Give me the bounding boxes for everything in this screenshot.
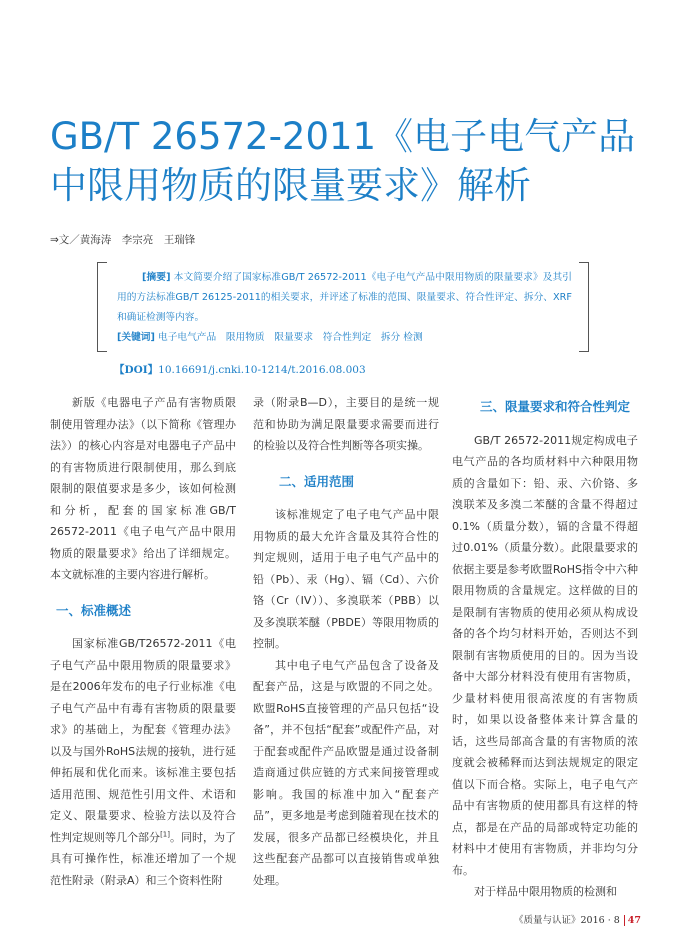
column-2	[253, 392, 439, 891]
section-heading-scope: 二、适用范围	[279, 473, 355, 489]
title-line-1: GB/T 26572-2011《电子电气产品	[50, 115, 636, 158]
paragraph	[50, 633, 236, 891]
keywords-label: [关键词]	[117, 332, 155, 343]
abstract-text	[117, 268, 572, 348]
title-line-2: 中限用物质的限量要求》解析	[50, 164, 531, 207]
abstract-label: [摘要]	[142, 272, 171, 283]
paragraph: 新版《电器电子产品有害物质限制使用管理办法》（以下简称《管理办法》）的核心内容是对电器电子产品中的有害物质进行限制使用，那么到底限制的限值要求是多少，该如何检测和分析，配套的国家标准GB/T 26572-2011《电子电气产品中限用物质的限量要求》给出了详细规定。本文就标准的主要内容进行解析。	[50, 396, 236, 581]
paragraph: 对于样品中限用物质的检测和	[474, 885, 617, 898]
paragraph: 该标准规定了电子电气产品中限用物质的最大允许含量及其符合性的判定规则，适用于电子电气产品中的铅（Pb）、汞（Hg）、镉（Cd）、六价铬（Cr（IV））、多溴联苯（PBB）以及多溴联苯醚（PBDE）等限用物质的控制。	[253, 508, 439, 650]
keywords-body: 电子电气产品 限用物质 限量要求 符合性判定 拆分 检测	[158, 332, 423, 343]
page-footer	[514, 912, 641, 926]
abstract-box	[97, 262, 589, 352]
article-title	[50, 112, 670, 210]
doi-label: 【DOI】	[114, 364, 159, 376]
section-heading-overview: 一、标准概述	[56, 602, 132, 618]
section-heading-limits: 三、限量要求和符合性判定	[480, 399, 631, 414]
paragraph: 其中电子电气产品包含了设备及配套产品，这是与欧盟的不同之处。欧盟RoHS直接管理的产品只包括“设备”，并不包括“配套”或配件产品，对于配套或配件产品欧盟是通过设备制造商通过供应链的方式来间接管理或影响。我国的标准中加入“配套产品”，更多地是考虑到随着现在技术的发展，很多产品都已经模块化，并且这些配套产品都可以直接销售或单独处理。	[253, 658, 439, 887]
right-bracket	[579, 262, 589, 352]
doi-value: 10.16691/j.cnki.10-1214/t.2016.08.003	[158, 364, 366, 376]
column-1	[50, 392, 236, 891]
citation-ref[interactable]: [1]	[160, 829, 170, 838]
doi-line	[114, 362, 366, 377]
left-bracket	[97, 262, 107, 352]
journal-issue: 《质量与认证》2016 · 8	[514, 915, 620, 926]
page-number: 47	[624, 915, 641, 926]
paragraph: 录（附录B—D），主要目的是统一规范和协助为满足限量要求需要而进行的检验以及符合性判断等各项实操。	[253, 396, 439, 452]
paragraph-text: 国家标准GB/T26572-2011《电子电气产品中限用物质的限量要求》是在2006年发布的电子行业标准《电子电气产品中有毒有害物质的限量要求》的基础上，为配套《管理办法》以及与国外RoHS法规的接轨，进行延伸拓展和优化而来。该标准主要包括适用范围、规范性引用文件、术语和定义、限量要求、检验方法以及符合性判定规则等几个部分	[50, 637, 236, 844]
abstract-body: 本文简要介绍了国家标准GB/T 26572-2011《电子电气产品中限用物质的限量要求》及其引用的方法标准GB/T 26125-2011的相关要求，并评述了标准的范围、限量要求、符合性评定、拆分、XRF和确证检测等内容。	[117, 272, 572, 323]
paragraph-text: 。同时，为了具有可操作性，标准还增加了一个规范性附录（附录A）和三个资料性附	[50, 830, 237, 887]
column-3	[452, 392, 638, 903]
author-line: ⇒文／黄海涛 李宗亮 王瑞锋	[50, 234, 196, 246]
paragraph: GB/T 26572-2011规定构成电子电气产品的各均质材料中六种限用物质的含量如下：铅、汞、六价铬、多溴联苯及多溴二苯醚的含量不得超过0.1%（质量分数），镉的含量不得超过0.01%（质量分数）。此限量要求的依据主要是参考欧盟RoHS指令中六种限用物质的含量规定。这样做的目的是限制有害物质的使用必须从构成设备的各个均匀材料开始，否则达不到限制有害物质使用的目的。因为当设备中大部分材料没有使用有害物质，少量材料使用很高浓度的有害物质时，如果以设备整体来计算含量的话，这些局部高含量的有害物质的浓度就会被稀释而达到法规规定的限定值以下而合格。实际上，电子电气产品中有害物质的使用都具有这样的特点，都是在产品的局部或特定功能的材料中才使用有害物质，并非均匀分布。	[452, 433, 638, 877]
